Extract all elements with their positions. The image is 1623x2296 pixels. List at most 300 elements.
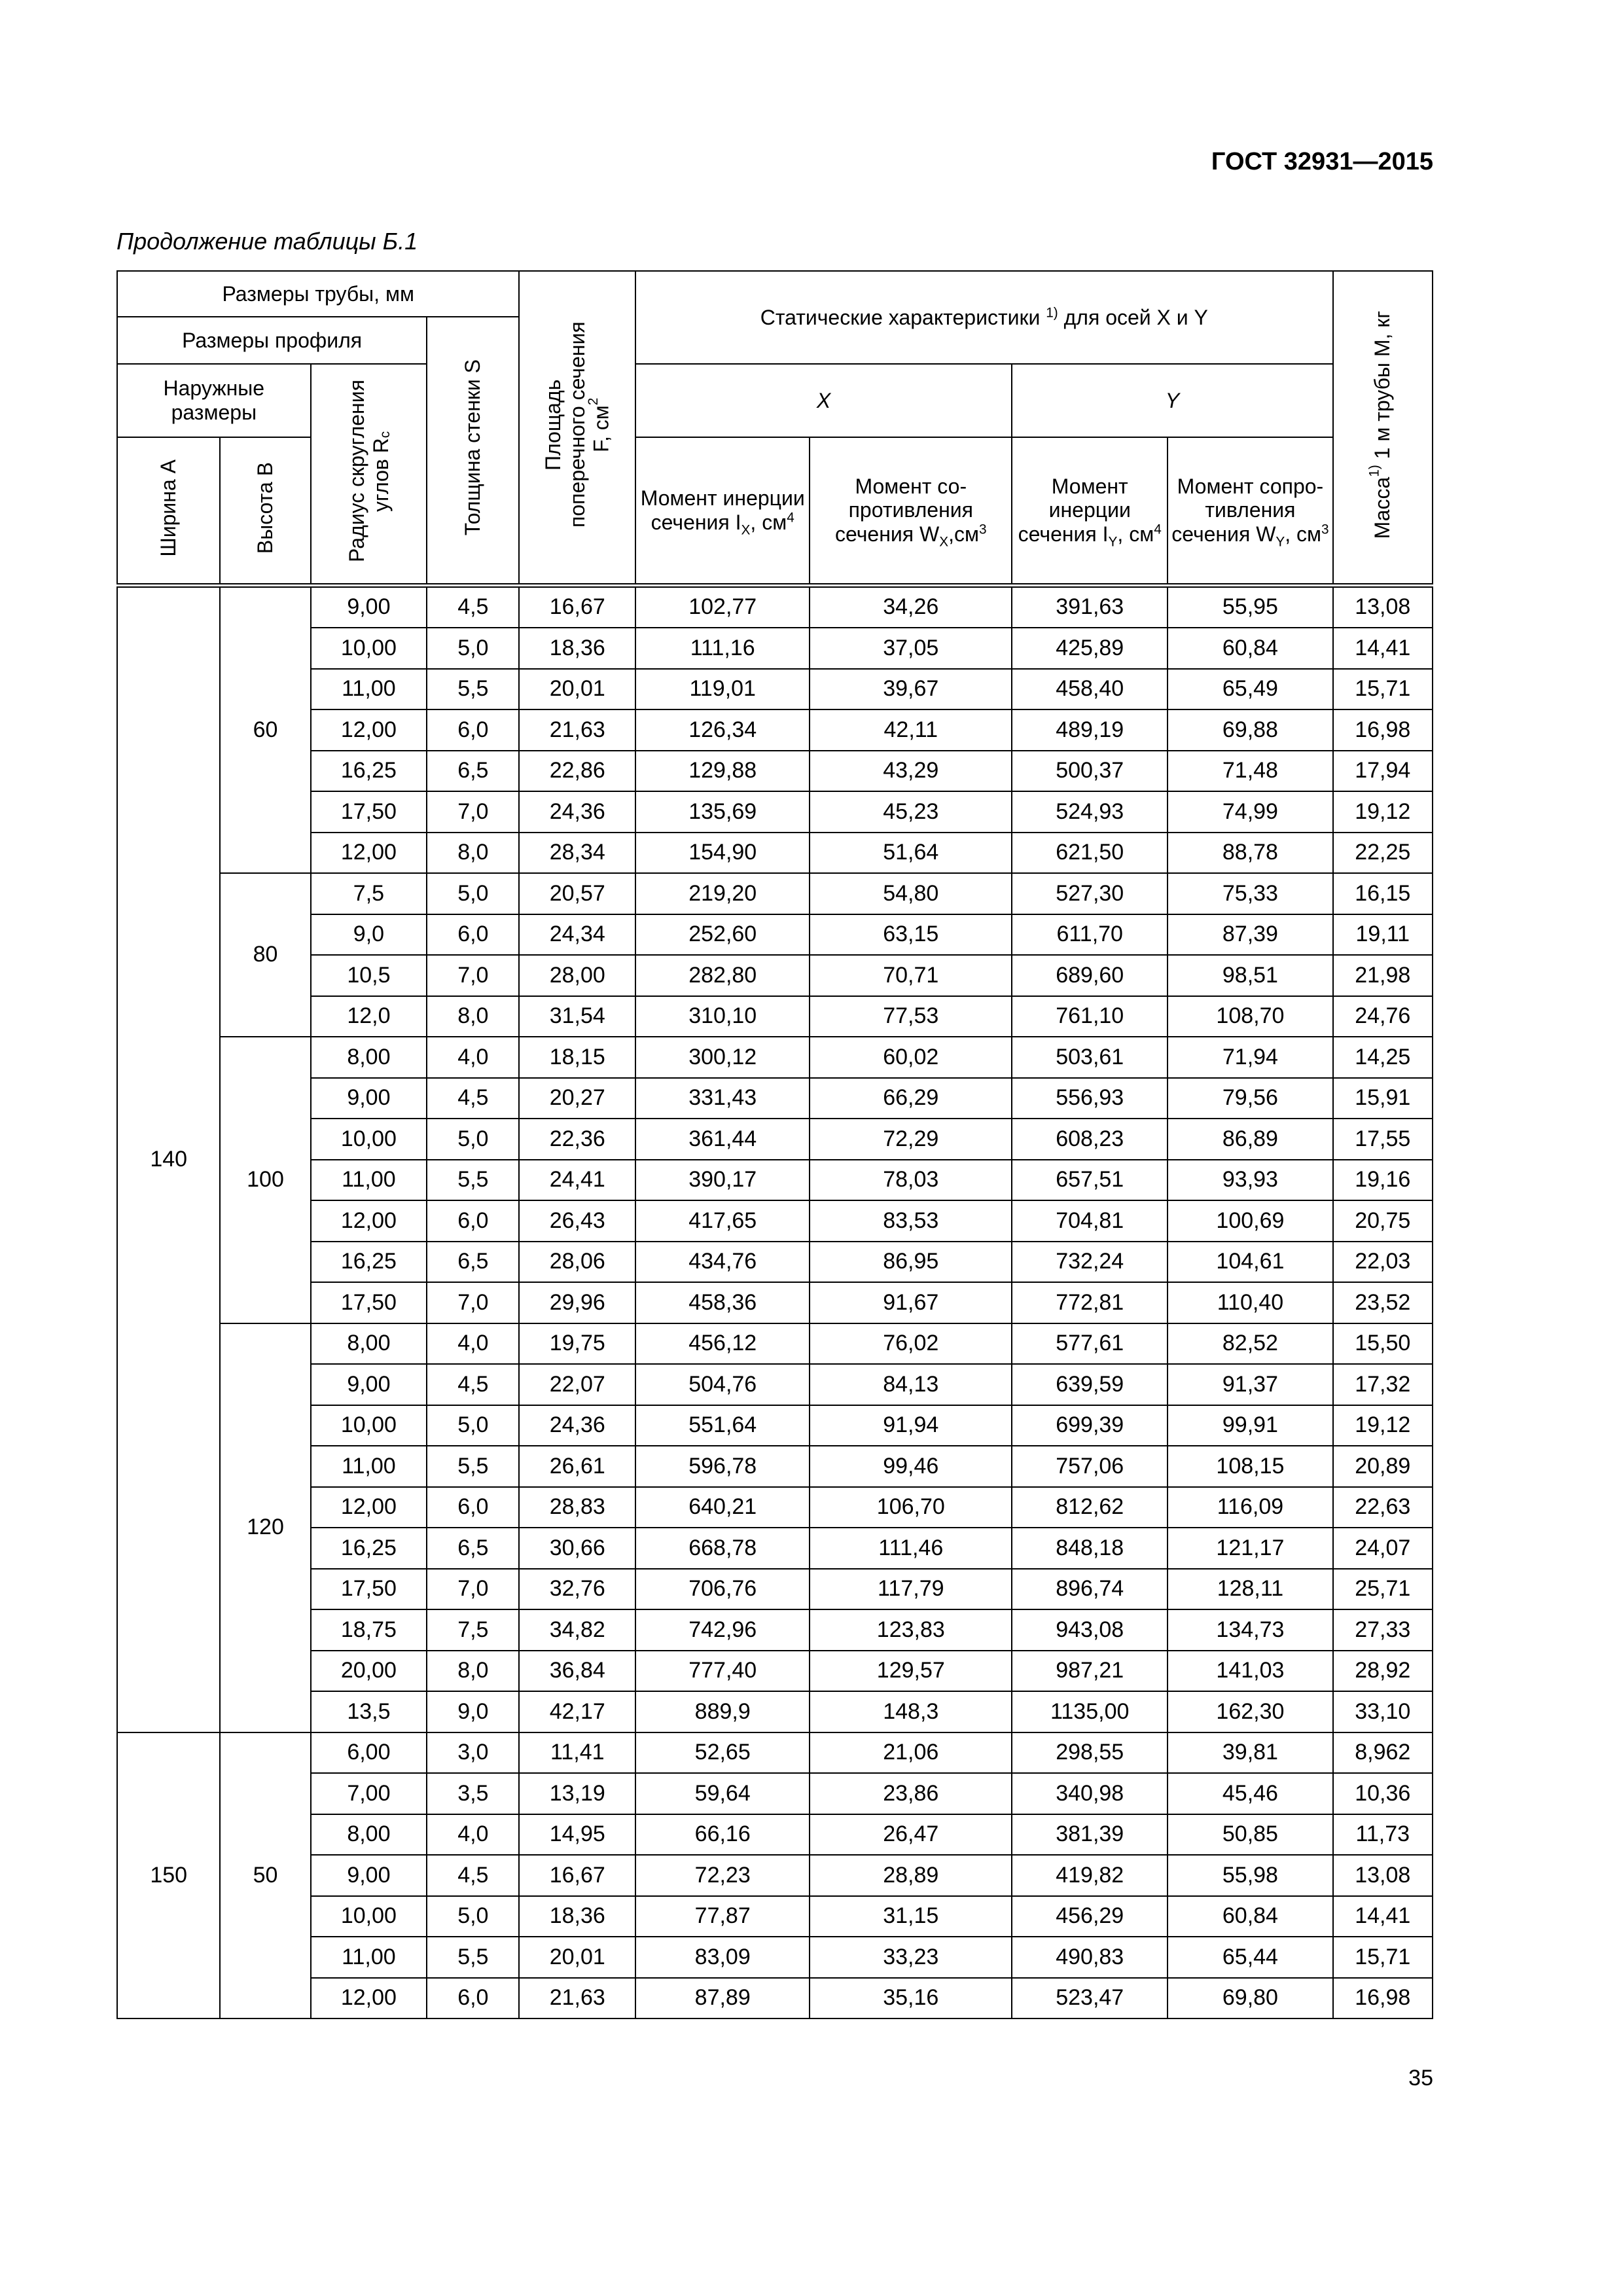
table-cell: 25,71: [1333, 1569, 1433, 1610]
table-cell: 7,5: [427, 1609, 519, 1651]
table-cell: 22,07: [519, 1364, 635, 1405]
cell-height-b: 60: [220, 585, 310, 873]
table-cell: 12,00: [311, 1978, 427, 2019]
table-cell: 26,61: [519, 1446, 635, 1487]
table-cell: 5,5: [427, 669, 519, 710]
table-cell: 310,10: [635, 996, 810, 1037]
table-cell: 37,05: [810, 628, 1012, 669]
table-cell: 10,00: [311, 628, 427, 669]
table-cell: 16,98: [1333, 1978, 1433, 2019]
table-cell: 111,16: [635, 628, 810, 669]
table-row: [117, 751, 1433, 792]
table-cell: 500,37: [1012, 751, 1168, 792]
table-row: [117, 628, 1433, 669]
table-cell: 390,17: [635, 1160, 810, 1201]
header-resistance-x: Момент со-противления сечения $W_X,см^3$: [810, 437, 1012, 585]
table-cell: 5,0: [427, 1896, 519, 1937]
table-cell: 14,25: [1333, 1037, 1433, 1078]
cell-width-a: 140: [117, 585, 220, 1732]
table-cell: 59,64: [635, 1773, 810, 1814]
table-cell: 19,12: [1333, 1405, 1433, 1446]
table-cell: 32,76: [519, 1569, 635, 1610]
table-cell: 72,23: [635, 1855, 810, 1896]
table-cell: 13,08: [1333, 585, 1433, 628]
table-cell: 4,0: [427, 1323, 519, 1365]
table-cell: 28,06: [519, 1242, 635, 1283]
table-cell: 55,95: [1168, 585, 1332, 628]
table-cell: 5,0: [427, 873, 519, 914]
table-cell: 42,17: [519, 1691, 635, 1732]
table-cell: 7,0: [427, 1282, 519, 1323]
table-row: [117, 1814, 1433, 1856]
table-cell: 5,5: [427, 1937, 519, 1978]
table-cell: 15,91: [1333, 1078, 1433, 1119]
table-cell: 15,50: [1333, 1323, 1433, 1365]
table-cell: 16,25: [311, 1528, 427, 1569]
header-inertia-y: Момент инерции сечения $I_Y$, $см^4$: [1012, 437, 1168, 585]
table-cell: 6,0: [427, 914, 519, 956]
cell-height-b: 50: [220, 1732, 310, 2019]
table-cell: 11,00: [311, 669, 427, 710]
table-cell: 14,95: [519, 1814, 635, 1856]
table-cell: 732,24: [1012, 1242, 1168, 1283]
table-cell: 556,93: [1012, 1078, 1168, 1119]
header-pipe-sizes: Размеры трубы, мм: [117, 271, 519, 317]
table-cell: 104,61: [1168, 1242, 1332, 1283]
table-row: [117, 914, 1433, 956]
table-cell: 19,16: [1333, 1160, 1433, 1201]
table-cell: 24,36: [519, 791, 635, 833]
table-cell: 78,03: [810, 1160, 1012, 1201]
table-cell: 55,98: [1168, 1855, 1332, 1896]
table-cell: 93,93: [1168, 1160, 1332, 1201]
table-cell: 99,91: [1168, 1405, 1332, 1446]
table-cell: 108,70: [1168, 996, 1332, 1037]
table-row: [117, 1119, 1433, 1160]
table-cell: 18,36: [519, 1896, 635, 1937]
document-code: ГОСТ 32931—2015: [1211, 148, 1433, 175]
table-cell: 28,92: [1333, 1651, 1433, 1692]
table-cell: 4,5: [427, 1855, 519, 1896]
table-cell: 22,63: [1333, 1487, 1433, 1528]
table-cell: 87,89: [635, 1978, 810, 2019]
table-cell: 141,03: [1168, 1651, 1332, 1692]
table-cell: 577,61: [1012, 1323, 1168, 1365]
table-row: [117, 1651, 1433, 1692]
table-cell: 6,0: [427, 1978, 519, 2019]
table-cell: 608,23: [1012, 1119, 1168, 1160]
table-cell: 20,75: [1333, 1200, 1433, 1242]
page-number: 35: [1408, 2066, 1433, 2090]
table-cell: 18,75: [311, 1609, 427, 1651]
table-cell: 33,10: [1333, 1691, 1433, 1732]
table-cell: 29,96: [519, 1282, 635, 1323]
table-cell: 65,44: [1168, 1937, 1332, 1978]
table-cell: 98,51: [1168, 955, 1332, 996]
table-cell: 777,40: [635, 1651, 810, 1692]
table-cell: 24,07: [1333, 1528, 1433, 1569]
table-cell: 134,73: [1168, 1609, 1332, 1651]
table-cell: 8,962: [1333, 1732, 1433, 1774]
table-cell: 69,80: [1168, 1978, 1332, 2019]
table-cell: 6,5: [427, 1528, 519, 1569]
table-cell: 24,41: [519, 1160, 635, 1201]
table-cell: 86,95: [810, 1242, 1012, 1283]
table-cell: 340,98: [1012, 1773, 1168, 1814]
table-cell: 111,46: [810, 1528, 1012, 1569]
table-cell: 16,98: [1333, 709, 1433, 751]
table-cell: 689,60: [1012, 955, 1168, 996]
table-cell: 22,86: [519, 751, 635, 792]
table-cell: 812,62: [1012, 1487, 1168, 1528]
table-cell: 6,0: [427, 709, 519, 751]
table-cell: 100,69: [1168, 1200, 1332, 1242]
table-cell: 35,16: [810, 1978, 1012, 2019]
table-cell: 391,63: [1012, 585, 1168, 628]
table-cell: 704,81: [1012, 1200, 1168, 1242]
table-row: [117, 1855, 1433, 1896]
table-cell: 12,0: [311, 996, 427, 1037]
table-row: [117, 873, 1433, 914]
table-row: [117, 1978, 1433, 2019]
table-cell: 15,71: [1333, 1937, 1433, 1978]
table-cell: 23,52: [1333, 1282, 1433, 1323]
table-row: [117, 1405, 1433, 1446]
table-cell: 99,46: [810, 1446, 1012, 1487]
table-cell: 121,17: [1168, 1528, 1332, 1569]
header-axis-x: X: [635, 364, 1012, 437]
table-cell: 4,5: [427, 1364, 519, 1405]
table-caption: Продолжение таблицы Б.1: [116, 228, 418, 255]
table-cell: 527,30: [1012, 873, 1168, 914]
table-cell: 116,09: [1168, 1487, 1332, 1528]
table-cell: 84,13: [810, 1364, 1012, 1405]
table-cell: 7,0: [427, 1569, 519, 1610]
table-cell: 26,43: [519, 1200, 635, 1242]
table-cell: 504,76: [635, 1364, 810, 1405]
table-cell: 11,00: [311, 1446, 427, 1487]
table-cell: 63,15: [810, 914, 1012, 956]
table-cell: 361,44: [635, 1119, 810, 1160]
table-cell: 381,39: [1012, 1814, 1168, 1856]
table-cell: 889,9: [635, 1691, 810, 1732]
table-row: [117, 1937, 1433, 1978]
table-cell: 102,77: [635, 585, 810, 628]
table-row: [117, 1160, 1433, 1201]
table-cell: 19,11: [1333, 914, 1433, 956]
table-cell: 33,23: [810, 1937, 1012, 1978]
table-cell: 6,5: [427, 1242, 519, 1283]
table-cell: 91,37: [1168, 1364, 1332, 1405]
table-cell: 7,00: [311, 1773, 427, 1814]
table-cell: 12,00: [311, 709, 427, 751]
table-cell: 54,80: [810, 873, 1012, 914]
table-cell: 22,25: [1333, 833, 1433, 874]
table-cell: 74,99: [1168, 791, 1332, 833]
table-cell: 14,41: [1333, 628, 1433, 669]
table-cell: 13,08: [1333, 1855, 1433, 1896]
table-cell: 9,00: [311, 585, 427, 628]
table-cell: 621,50: [1012, 833, 1168, 874]
table-cell: 757,06: [1012, 1446, 1168, 1487]
table-cell: 668,78: [635, 1528, 810, 1569]
table-cell: 13,19: [519, 1773, 635, 1814]
table-cell: 640,21: [635, 1487, 810, 1528]
table-cell: 551,64: [635, 1405, 810, 1446]
header-mass: Масса$^{1)}$ 1 м трубы M, кг: [1333, 271, 1433, 585]
table-cell: 639,59: [1012, 1364, 1168, 1405]
table-cell: 66,16: [635, 1814, 810, 1856]
table-row: [117, 1569, 1433, 1610]
table-cell: 86,89: [1168, 1119, 1332, 1160]
table-cell: 9,00: [311, 1078, 427, 1119]
table-cell: 4,0: [427, 1037, 519, 1078]
table-cell: 36,84: [519, 1651, 635, 1692]
table-cell: 162,30: [1168, 1691, 1332, 1732]
table-cell: 10,36: [1333, 1773, 1433, 1814]
table-cell: 87,39: [1168, 914, 1332, 956]
cell-height-b: 120: [220, 1323, 310, 1732]
cell-height-b: 80: [220, 873, 310, 1037]
table-cell: 21,06: [810, 1732, 1012, 1774]
table-row: [117, 1037, 1433, 1078]
table-cell: 24,34: [519, 914, 635, 956]
table-cell: 7,0: [427, 791, 519, 833]
table-cell: 21,98: [1333, 955, 1433, 996]
table-row: [117, 833, 1433, 874]
header-area: Площадь поперечного сечения F, $см^2$: [519, 271, 635, 585]
table-cell: 6,0: [427, 1200, 519, 1242]
table-cell: 17,32: [1333, 1364, 1433, 1405]
header-outer-sizes: Наружные размеры: [117, 364, 311, 437]
table-row: [117, 955, 1433, 996]
table-cell: 91,67: [810, 1282, 1012, 1323]
table-cell: 5,0: [427, 628, 519, 669]
table-cell: 135,69: [635, 791, 810, 833]
table-cell: 60,84: [1168, 628, 1332, 669]
table-row: [117, 791, 1433, 833]
table-cell: 26,47: [810, 1814, 1012, 1856]
table-cell: 42,11: [810, 709, 1012, 751]
table-cell: 10,5: [311, 955, 427, 996]
table-cell: 742,96: [635, 1609, 810, 1651]
table-cell: 425,89: [1012, 628, 1168, 669]
table-cell: 6,5: [427, 751, 519, 792]
table-cell: 489,19: [1012, 709, 1168, 751]
table-cell: 19,12: [1333, 791, 1433, 833]
table-cell: 10,00: [311, 1405, 427, 1446]
table-cell: 27,33: [1333, 1609, 1433, 1651]
table-cell: 524,93: [1012, 791, 1168, 833]
table-cell: 123,83: [810, 1609, 1012, 1651]
table-cell: 434,76: [635, 1242, 810, 1283]
table-cell: 17,50: [311, 791, 427, 833]
table-cell: 60,84: [1168, 1896, 1332, 1937]
table-cell: 17,94: [1333, 751, 1433, 792]
table-cell: 16,67: [519, 585, 635, 628]
table-cell: 8,00: [311, 1814, 427, 1856]
table-cell: 71,94: [1168, 1037, 1332, 1078]
table-cell: 24,36: [519, 1405, 635, 1446]
table-cell: 331,43: [635, 1078, 810, 1119]
table-cell: 5,0: [427, 1119, 519, 1160]
table-row: [117, 1896, 1433, 1937]
table-cell: 8,0: [427, 1651, 519, 1692]
table-row: [117, 1323, 1433, 1365]
table-cell: 8,00: [311, 1037, 427, 1078]
table-cell: 51,64: [810, 833, 1012, 874]
table-cell: 71,48: [1168, 751, 1332, 792]
table-header: [117, 271, 1433, 585]
table-cell: 117,79: [810, 1569, 1012, 1610]
table-cell: 9,0: [311, 914, 427, 956]
table-cell: 31,54: [519, 996, 635, 1037]
table-row: [117, 1691, 1433, 1732]
table-body: [117, 585, 1433, 2018]
table-cell: 45,46: [1168, 1773, 1332, 1814]
header-wall-thickness: Толщина стенки S: [427, 317, 519, 585]
table-cell: 30,66: [519, 1528, 635, 1569]
table-cell: 28,34: [519, 833, 635, 874]
table-cell: 4,5: [427, 585, 519, 628]
table-cell: 45,23: [810, 791, 1012, 833]
table-cell: 119,01: [635, 669, 810, 710]
table-cell: 300,12: [635, 1037, 810, 1078]
table-cell: 5,5: [427, 1160, 519, 1201]
table-cell: 15,71: [1333, 669, 1433, 710]
table-cell: 28,00: [519, 955, 635, 996]
table-cell: 706,76: [635, 1569, 810, 1610]
table-cell: 12,00: [311, 1487, 427, 1528]
table-cell: 6,0: [427, 1487, 519, 1528]
table-row: [117, 1773, 1433, 1814]
table-cell: 12,00: [311, 1200, 427, 1242]
table-row: [117, 1078, 1433, 1119]
table-cell: 490,83: [1012, 1937, 1168, 1978]
table-cell: 20,27: [519, 1078, 635, 1119]
table-cell: 24,76: [1333, 996, 1433, 1037]
table-cell: 848,18: [1012, 1528, 1168, 1569]
table-cell: 21,63: [519, 709, 635, 751]
table-cell: 154,90: [635, 833, 810, 874]
table-cell: 34,82: [519, 1609, 635, 1651]
table-cell: 8,00: [311, 1323, 427, 1365]
table-cell: 943,08: [1012, 1609, 1168, 1651]
table-cell: 13,5: [311, 1691, 427, 1732]
table-cell: 9,00: [311, 1855, 427, 1896]
table-cell: 456,12: [635, 1323, 810, 1365]
table-cell: 298,55: [1012, 1732, 1168, 1774]
table-cell: 5,5: [427, 1446, 519, 1487]
table-cell: 17,50: [311, 1569, 427, 1610]
table-cell: 128,11: [1168, 1569, 1332, 1610]
table-cell: 20,00: [311, 1651, 427, 1692]
header-corner-radius: Радиус скругления углов $R_c$: [311, 364, 427, 585]
table-cell: 17,55: [1333, 1119, 1433, 1160]
table-row: [117, 1487, 1433, 1528]
table-cell: 7,5: [311, 873, 427, 914]
table-cell: 28,89: [810, 1855, 1012, 1896]
table-cell: 34,26: [810, 585, 1012, 628]
table-cell: 5,0: [427, 1405, 519, 1446]
table-cell: 60,02: [810, 1037, 1012, 1078]
table-row: [117, 996, 1433, 1037]
table-cell: 70,71: [810, 955, 1012, 996]
table-cell: 16,25: [311, 1242, 427, 1283]
header-static-characteristics: Статические характеристики $^{1)}$ для осей X и Y: [635, 271, 1333, 364]
table-row: [117, 1242, 1433, 1283]
table-cell: 22,36: [519, 1119, 635, 1160]
table-cell: 761,10: [1012, 996, 1168, 1037]
table-cell: 19,75: [519, 1323, 635, 1365]
table-cell: 11,00: [311, 1160, 427, 1201]
table-row: [117, 1282, 1433, 1323]
table-cell: 106,70: [810, 1487, 1012, 1528]
table-row: [117, 1609, 1433, 1651]
table-cell: 11,73: [1333, 1814, 1433, 1856]
table-row: [117, 709, 1433, 751]
table-cell: 20,89: [1333, 1446, 1433, 1487]
table-cell: 458,36: [635, 1282, 810, 1323]
table-cell: 79,56: [1168, 1078, 1332, 1119]
table-cell: 88,78: [1168, 833, 1332, 874]
table-cell: 417,65: [635, 1200, 810, 1242]
table-row: [117, 1364, 1433, 1405]
table-row: [117, 1200, 1433, 1242]
header-resistance-y: Момент сопро-тивления сечения $W_Y$, $см^3$: [1168, 437, 1332, 585]
table-cell: 16,15: [1333, 873, 1433, 914]
table-row: [117, 585, 1433, 628]
cell-width-a: 150: [117, 1732, 220, 2019]
table-cell: 4,0: [427, 1814, 519, 1856]
table-cell: 16,25: [311, 751, 427, 792]
table-cell: 896,74: [1012, 1569, 1168, 1610]
table-cell: 43,29: [810, 751, 1012, 792]
table-cell: 21,63: [519, 1978, 635, 2019]
table-cell: 523,47: [1012, 1978, 1168, 2019]
table-cell: 77,53: [810, 996, 1012, 1037]
table-cell: 75,33: [1168, 873, 1332, 914]
table-cell: 28,83: [519, 1487, 635, 1528]
table-cell: 14,41: [1333, 1896, 1433, 1937]
table-cell: 83,53: [810, 1200, 1012, 1242]
table-cell: 148,3: [810, 1691, 1012, 1732]
header-height-b: Высота B: [220, 437, 310, 585]
table-cell: 3,0: [427, 1732, 519, 1774]
table-cell: 76,02: [810, 1323, 1012, 1365]
table-cell: 129,57: [810, 1651, 1012, 1692]
table-cell: 18,15: [519, 1037, 635, 1078]
table-cell: 6,00: [311, 1732, 427, 1774]
table-cell: 419,82: [1012, 1855, 1168, 1896]
table-cell: 91,94: [810, 1405, 1012, 1446]
table-cell: 82,52: [1168, 1323, 1332, 1365]
table-cell: 1135,00: [1012, 1691, 1168, 1732]
table-cell: 77,87: [635, 1896, 810, 1937]
table-row: [117, 669, 1433, 710]
table-cell: 458,40: [1012, 669, 1168, 710]
table-cell: 219,20: [635, 873, 810, 914]
table-cell: 8,0: [427, 833, 519, 874]
table-cell: 8,0: [427, 996, 519, 1037]
table-cell: 31,15: [810, 1896, 1012, 1937]
table-cell: 69,88: [1168, 709, 1332, 751]
table-cell: 126,34: [635, 709, 810, 751]
header-width-a: Ширина A: [117, 437, 220, 585]
table-cell: 52,65: [635, 1732, 810, 1774]
table-cell: 20,57: [519, 873, 635, 914]
table-cell: 17,50: [311, 1282, 427, 1323]
